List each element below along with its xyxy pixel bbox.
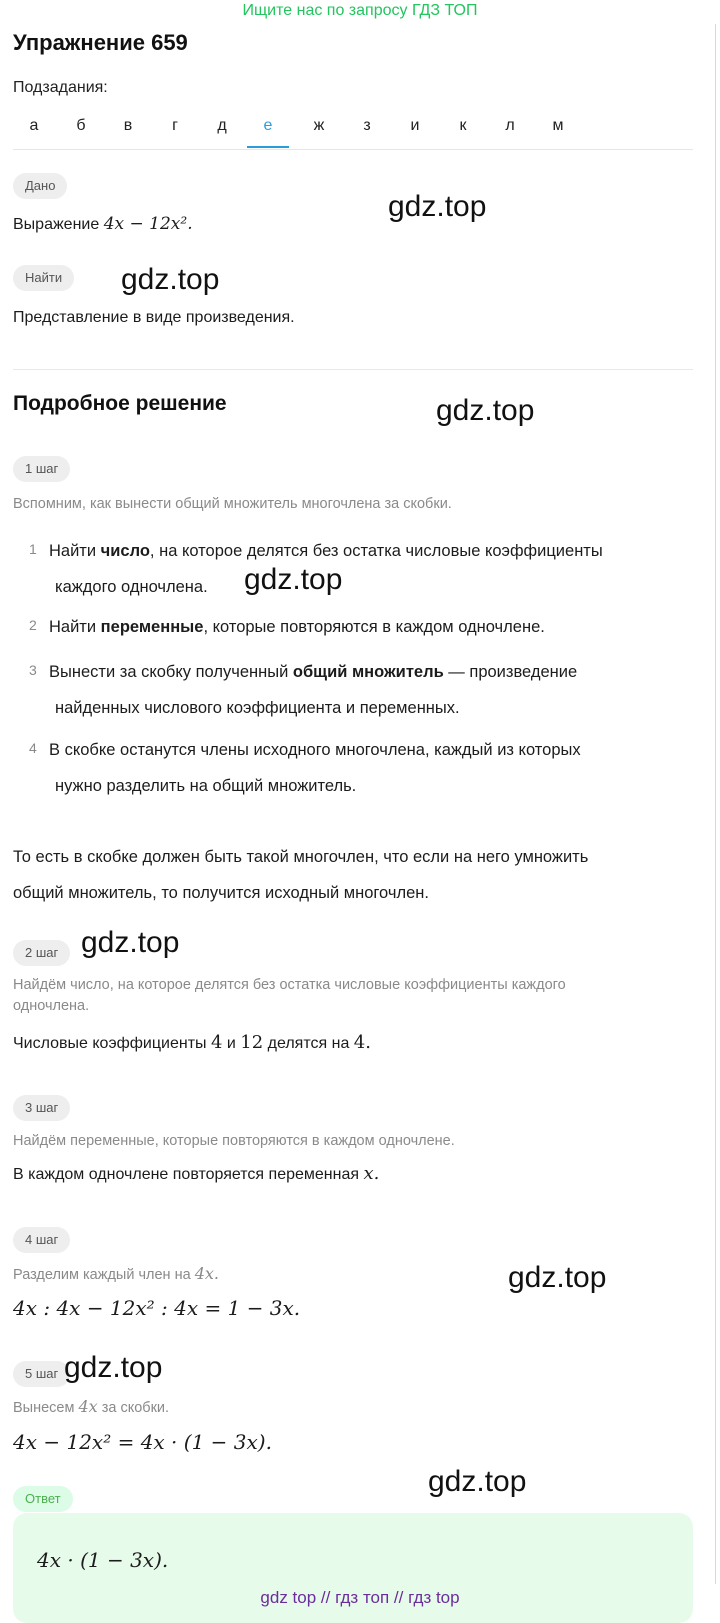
right-border (715, 24, 716, 1584)
hint-expression: 4x (78, 1397, 98, 1416)
hint-expression: 4x. (194, 1264, 219, 1283)
text-segment: , на которое делятся без остатка числовые коэффициенты (149, 542, 603, 560)
tab-g[interactable]: г (172, 117, 178, 134)
text-line2: нужно разделить на общий множитель. (55, 777, 357, 795)
find-text: Представление в виде произведения. (13, 309, 295, 326)
list-text (49, 732, 581, 804)
answer-expression: 4x · (1 − 3x). (37, 1548, 169, 1572)
summary-line2: общий множитель, то получится исходный многочлен. (13, 884, 429, 902)
watermark: gdz.top (428, 1465, 527, 1498)
tab-k[interactable]: к (459, 117, 467, 134)
text-segment: В каждом одночлене повторяется переменная (13, 1166, 360, 1183)
tab-l[interactable]: л (505, 117, 515, 134)
bold-segment: общий множитель (292, 663, 444, 681)
step1-hint: Вспомним, как вынести общий множитель многочлена за скобки. (13, 496, 452, 512)
watermark: gdz.top (244, 563, 343, 596)
step3-text (13, 1163, 379, 1186)
summary-line1: То есть в скобке должен быть такой многочлен, что если на него умножить (13, 848, 589, 866)
step5-hint (13, 1396, 169, 1419)
step1-list (27, 533, 687, 808)
given-label: Выражение (13, 216, 100, 233)
watermark: gdz.top (436, 394, 535, 427)
list-text (49, 609, 545, 645)
text-segment: Разделим каждый член на (13, 1267, 191, 1283)
answer-badge: Ответ (13, 1486, 73, 1512)
tab-e[interactable]: е (247, 113, 289, 148)
step3-hint: Найдём переменные, которые повторяются в каждом одночлене. (13, 1133, 455, 1149)
text-segment: Вынести за скобку полученный (49, 663, 293, 681)
step4-hint (13, 1263, 219, 1286)
given-badge: Дано (13, 173, 67, 199)
text-line2: найденных числового коэффициента и переменных. (55, 699, 460, 717)
text-segment: — произведение (443, 663, 578, 681)
subtasks-label: Подзадания: (13, 79, 108, 96)
text-line2: каждого одночлена. (55, 578, 208, 596)
text-segment: Найти (49, 542, 101, 560)
bold-segment: число (100, 542, 150, 560)
hint-line2: одночлена. (13, 998, 90, 1014)
tab-zh[interactable]: ж (313, 117, 325, 134)
list-number: 3 (29, 662, 37, 678)
tab-a[interactable]: а (29, 117, 39, 134)
step4-badge: 4 шаг (13, 1227, 70, 1253)
watermark: gdz.top (81, 926, 180, 959)
watermark: gdz.top (508, 1261, 607, 1294)
list-number: 2 (29, 617, 37, 633)
variable: x. (363, 1163, 380, 1184)
step1-summary (13, 839, 588, 911)
text-segment: Найти (49, 618, 101, 636)
solution-title: Подробное решение (13, 392, 227, 415)
footer-links[interactable]: gdz top // гдз топ // гдз top (260, 1588, 460, 1607)
subtask-tabs (13, 113, 693, 150)
number: 4. (353, 1032, 371, 1053)
text-segment: Вынесем (13, 1400, 75, 1416)
tab-m[interactable]: м (552, 117, 564, 134)
page-title: Упражнение 659 (13, 30, 188, 55)
step2-badge: 2 шаг (13, 940, 70, 966)
watermark: gdz.top (388, 190, 487, 223)
list-item (27, 609, 687, 654)
step2-text (13, 1032, 371, 1055)
step1-badge: 1 шаг (13, 456, 70, 482)
search-banner: Ищите нас по запросу ГДЗ ТОП (242, 2, 478, 19)
step3-badge: 3 шаг (13, 1095, 70, 1121)
watermark: gdz.top (64, 1351, 163, 1384)
number: 12 (240, 1032, 264, 1053)
list-number: 4 (29, 740, 37, 756)
step4-expression: 4x : 4x − 12x² : 4x = 1 − 3x. (13, 1296, 301, 1320)
bold-segment: переменные (100, 618, 204, 636)
step2-hint (13, 975, 566, 1017)
watermark: gdz.top (121, 263, 220, 296)
hint-line1: Найдём число, на которое делятся без остатка числовые коэффициенты каждого (13, 977, 566, 993)
find-badge: Найти (13, 265, 74, 291)
step5-badge: 5 шаг (13, 1361, 70, 1387)
tab-z[interactable]: з (363, 117, 371, 134)
tab-i[interactable]: и (410, 117, 420, 134)
text-segment: делятся на (267, 1035, 350, 1052)
text-segment: В скобке останутся члены исходного многочлена, каждый из которых (49, 741, 581, 759)
text-segment: Числовые коэффициенты (13, 1035, 207, 1052)
text-segment: и (226, 1035, 236, 1052)
tab-d[interactable]: д (217, 117, 227, 134)
text-segment: , которые повторяются в каждом одночлене. (203, 618, 545, 636)
list-number: 1 (29, 541, 37, 557)
step5-expression: 4x − 12x² = 4x · (1 − 3x). (13, 1430, 272, 1454)
number: 4 (210, 1032, 223, 1053)
tab-b[interactable]: б (76, 117, 86, 134)
given-expression: 4x − 12x². (103, 214, 193, 234)
section-divider (13, 369, 693, 370)
text-segment: за скобки. (101, 1400, 170, 1416)
list-item (27, 732, 687, 808)
list-item (27, 533, 687, 609)
list-item (27, 654, 687, 732)
tab-v[interactable]: в (123, 117, 133, 134)
given-text (13, 213, 193, 236)
list-text (49, 654, 577, 726)
